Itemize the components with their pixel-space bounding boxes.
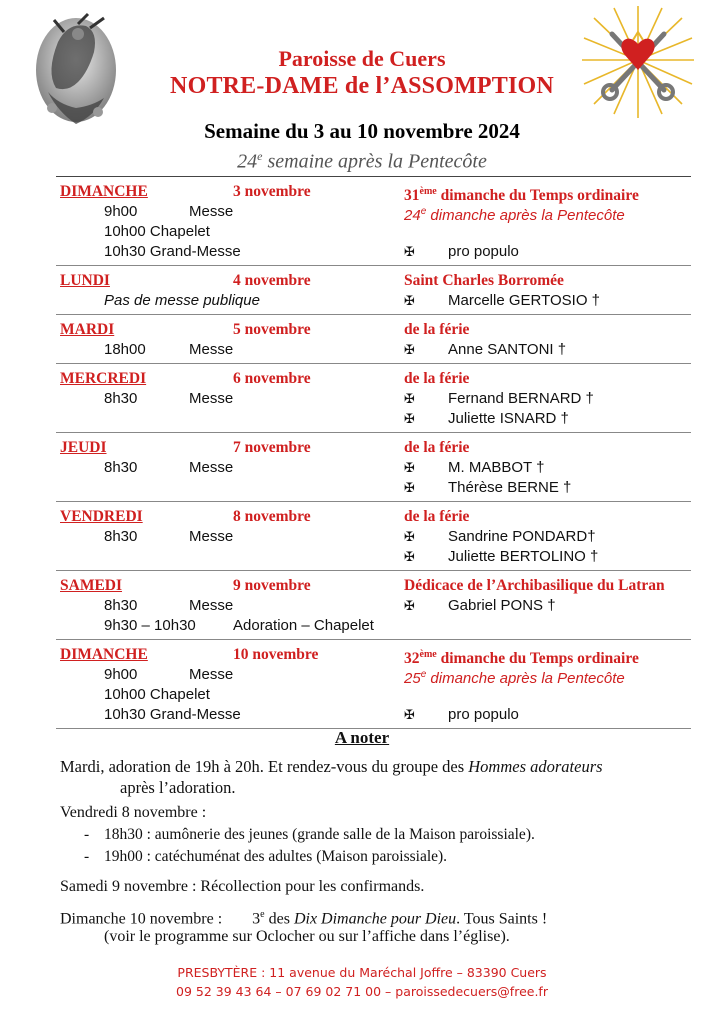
mass-label: Messe	[189, 203, 234, 220]
day-block-wednesday	[56, 364, 691, 433]
feast-title: de la férie	[404, 508, 470, 525]
mass-time: 9h00	[104, 203, 138, 220]
day-date: 4 novembre	[233, 272, 311, 289]
day-block-sunday-10	[56, 640, 691, 729]
day-name: JEUDI	[60, 439, 107, 456]
day-date: 8 novembre	[233, 508, 311, 525]
cross-icon: ✠	[404, 411, 415, 426]
cross-icon: ✠	[404, 244, 415, 259]
day-date: 3 novembre	[233, 183, 311, 200]
note-friday: Vendredi 8 novembre :	[60, 804, 207, 821]
rosary-time: 10h00 Chapelet	[104, 223, 210, 240]
day-name: DIMANCHE	[60, 646, 148, 663]
mass-intention: Sandrine PONDARD†	[448, 528, 596, 545]
day-block-saturday	[56, 571, 691, 640]
no-public-mass-note: Pas de messe publique	[104, 292, 260, 309]
day-date: 10 novembre	[233, 646, 319, 663]
day-name: MERCREDI	[60, 370, 147, 387]
mass-label: Messe	[189, 459, 234, 476]
mass-intention: pro populo	[448, 706, 519, 723]
weekly-schedule	[56, 176, 691, 729]
day-date: 9 novembre	[233, 577, 311, 594]
note-adoration: Mardi, adoration de 19h à 20h. Et rendez-vous du groupe des Hommes adorateurs après l’adoration.	[60, 757, 603, 797]
cross-icon: ✠	[404, 529, 415, 544]
feast-title: Dédicace de l’Archibasilique du Latran	[404, 577, 665, 594]
mass-label: Messe	[189, 341, 234, 358]
note-friday-item-2: 19h00 : catéchuménat des adultes (Maison paroissiale).	[104, 848, 448, 865]
day-block-tuesday	[56, 315, 691, 364]
week-title: Semaine du 3 au 10 novembre 2024	[204, 119, 520, 143]
cross-icon: ✠	[404, 549, 415, 564]
day-date: 7 novembre	[233, 439, 311, 456]
note-saturday: Samedi 9 novembre : Récollection pour les confirmands.	[60, 878, 425, 895]
note-sunday: Dimanche 10 novembre : 3e des Dix Dimanche pour Dieu. Tous Saints !	[60, 909, 548, 928]
mass-intention: Juliette ISNARD †	[448, 410, 569, 427]
cross-icon: ✠	[404, 391, 415, 406]
feast-title: 31ème dimanche du Temps ordinaire	[404, 186, 639, 205]
feast-title: de la férie	[404, 370, 470, 387]
mass-intention: Marcelle GERTOSIO †	[448, 292, 600, 309]
bullet-dash: -	[84, 848, 90, 865]
day-date: 5 novembre	[233, 321, 311, 338]
bullet-dash: -	[84, 826, 90, 843]
mass-time: 8h30	[104, 390, 138, 407]
feast-subtitle: 25e dimanche après la Pentecôte	[404, 669, 625, 687]
mass-label: Messe	[189, 528, 234, 545]
day-name: SAMEDI	[60, 577, 123, 594]
mass-intention: Anne SANTONI †	[448, 341, 567, 358]
feast-title: Saint Charles Borromée	[404, 272, 564, 289]
day-block-sunday-3	[56, 177, 691, 266]
notes-heading: A noter	[334, 728, 390, 747]
adoration-label: Adoration – Chapelet	[233, 617, 374, 634]
high-mass-time: 10h30 Grand-Messe	[104, 706, 241, 723]
adoration-time: 9h30 – 10h30	[104, 617, 196, 634]
mass-intention: pro populo	[448, 243, 519, 260]
day-block-thursday	[56, 433, 691, 502]
feast-subtitle: 24e dimanche après la Pentecôte	[404, 206, 625, 224]
pentecost-subtitle: 24e semaine après la Pentecôte	[237, 149, 487, 173]
cross-icon: ✠	[404, 293, 415, 308]
feast-title: 32ème dimanche du Temps ordinaire	[404, 649, 639, 668]
mass-time: 8h30	[104, 597, 138, 614]
mass-time: 8h30	[104, 528, 138, 545]
note-sunday-detail: (voir le programme sur Oclocher ou sur l’affiche dans l’église).	[104, 928, 510, 945]
day-date: 6 novembre	[233, 370, 311, 387]
cross-icon: ✠	[404, 342, 415, 357]
mass-intention: M. MABBOT †	[448, 459, 545, 476]
day-name: MARDI	[60, 321, 115, 338]
cross-icon: ✠	[404, 480, 415, 495]
day-name: LUNDI	[60, 272, 110, 289]
day-name: DIMANCHE	[60, 183, 148, 200]
mass-label: Messe	[189, 666, 234, 683]
day-block-friday	[56, 502, 691, 571]
note-friday-item-1: 18h30 : aumônerie des jeunes (grande salle de la Maison paroissiale).	[104, 826, 535, 843]
high-mass-time: 10h30 Grand-Messe	[104, 243, 241, 260]
mass-intention: Juliette BERTOLINO †	[448, 548, 599, 565]
cross-icon: ✠	[404, 707, 415, 722]
mass-intention: Gabriel PONS †	[448, 597, 556, 614]
day-block-monday	[56, 266, 691, 315]
mass-label: Messe	[189, 597, 234, 614]
parish-title: Paroisse de Cuers	[278, 46, 446, 71]
feast-title: de la férie	[404, 321, 470, 338]
mass-intention: Fernand BERNARD †	[448, 390, 594, 407]
church-title: NOTRE-DAME de l’ASSOMPTION	[170, 73, 554, 99]
cross-icon: ✠	[404, 460, 415, 475]
cross-icon: ✠	[404, 598, 415, 613]
day-name: VENDREDI	[60, 508, 143, 525]
mass-label: Messe	[189, 390, 234, 407]
footer-address: PRESBYTÈRE : 11 avenue du Maréchal Joffre – 83390 Cuers	[177, 965, 547, 980]
footer-contact: 09 52 39 43 64 – 07 69 02 71 00 – paroissedecuers@free.fr	[176, 984, 548, 999]
mass-time: 9h00	[104, 666, 138, 683]
feast-title: de la férie	[404, 439, 470, 456]
mass-time: 8h30	[104, 459, 138, 476]
rosary-time: 10h00 Chapelet	[104, 686, 210, 703]
mass-intention: Thérèse BERNE †	[448, 479, 572, 496]
mass-time: 18h00	[104, 341, 146, 358]
